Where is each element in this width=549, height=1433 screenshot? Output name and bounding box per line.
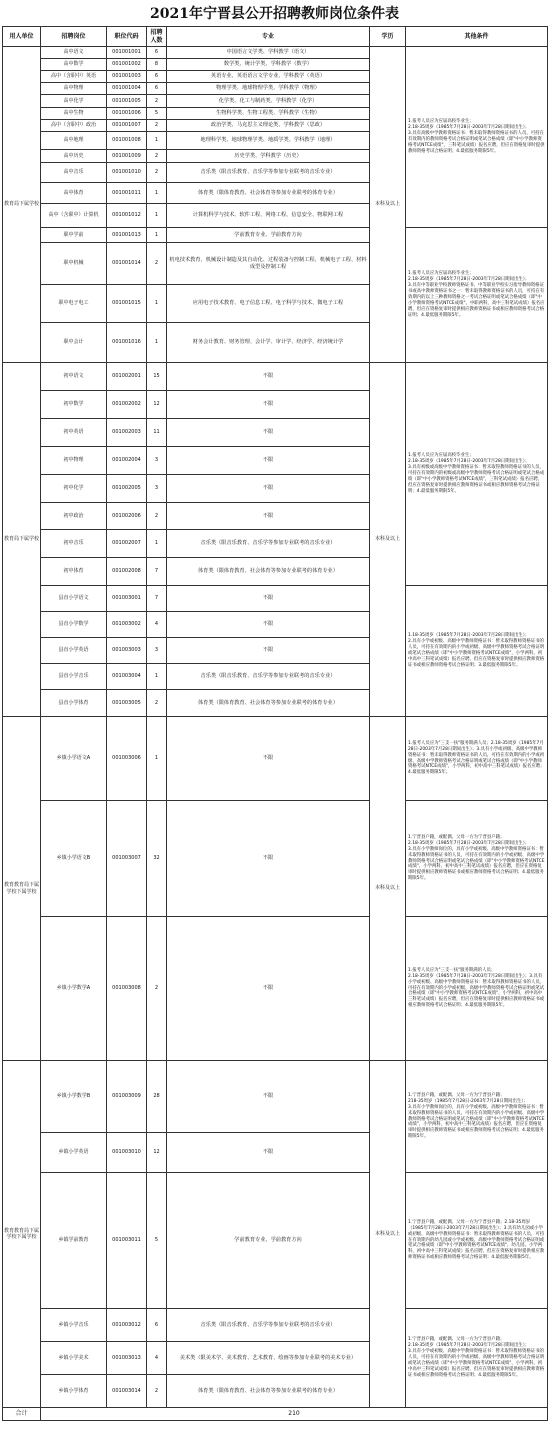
- unit-cell: 教育教育局下属学校下属学校: [3, 1061, 41, 1408]
- code-cell: 001002004: [107, 447, 147, 475]
- count-cell: 1: [147, 530, 167, 558]
- code-cell: 001003008: [107, 917, 147, 1061]
- post-cell: 初中化学: [41, 475, 107, 503]
- post-cell: 高中语文: [41, 47, 107, 59]
- post-cell: 高中音乐: [41, 163, 107, 183]
- table-row: [3, 228, 548, 243]
- major-cell: 学前教育专业、学前教育方向: [167, 1173, 370, 1309]
- code-cell: 001001009: [107, 150, 147, 163]
- count-cell: 2: [147, 690, 167, 717]
- count-cell: 7: [147, 586, 167, 612]
- post-cell: 初中数学: [41, 391, 107, 419]
- code-cell: 001001004: [107, 83, 147, 95]
- education-cell: 本科及以上: [370, 47, 406, 363]
- count-cell: 1: [147, 285, 167, 323]
- total-label: 合计: [3, 1408, 41, 1421]
- header-unit: 用人单位: [3, 27, 41, 47]
- header-conditions: 其他条件: [406, 27, 548, 47]
- count-cell: 2: [147, 163, 167, 183]
- table-row: [3, 1309, 548, 1342]
- post-cell: 县直小学语文: [41, 586, 107, 612]
- major-cell: 美术类（限美术学、美术教育、艺术教育、绘画等参加专业联考的美术专业）: [167, 1342, 370, 1375]
- code-cell: 001002007: [107, 530, 147, 558]
- unit-cell: 教育教育局下属学校下属学校: [3, 717, 41, 1061]
- code-cell: 001003007: [107, 801, 147, 917]
- count-cell: 4: [147, 612, 167, 638]
- major-cell: 不限: [167, 801, 370, 917]
- conditions-cell: 1.报考人员应为应届高校毕业生； 2.18-35周岁（1985年7月28日-2003年7月28日期间出生）； 3.具有高级中学教师资格证书：暂未取得教师资格证书的人员，可持在有效期内的教师资格考试合格证明或笔试合格成绩（即"中小学教师资格考试NTCE成绩"，三科笔试成绩）报名应聘，但应在资格复审时提供教师资格考试合格证明；4.最低服务期限5年。: [406, 47, 548, 228]
- count-cell: 2: [147, 503, 167, 530]
- major-cell: 不限: [167, 503, 370, 530]
- major-cell: 不限: [167, 419, 370, 447]
- major-cell: 体育类（限体育教育、社会体育等参加专业联考的体育专业）: [167, 1375, 370, 1408]
- code-cell: 001001013: [107, 228, 147, 243]
- code-cell: 001003004: [107, 664, 147, 690]
- header-row: [3, 27, 548, 47]
- post-cell: 职中学前: [41, 228, 107, 243]
- count-cell: 4: [147, 1342, 167, 1375]
- major-cell: 不限: [167, 717, 370, 801]
- post-cell: 初中英语: [41, 419, 107, 447]
- post-cell: 初中体育: [41, 558, 107, 586]
- count-cell: 3: [147, 447, 167, 475]
- page-title: 2021年宁晋县公开招聘教师岗位条件表: [150, 6, 399, 22]
- table-row: [3, 1061, 548, 1133]
- post-cell: 职中电子电工: [41, 285, 107, 323]
- conditions-cell: 1.18-35周岁（1985年7月28日-2003年7月28日期间出生）； 2.具有小学或初级、高级中学教师资格证书：暂未取得教师资格证书的人员，可持在有效期内的小学或初级、高级中学教师资格考试合格证明或笔试合格成绩（即"中小学教师资格考试NTCE成绩"，小学两科，初中高中三科笔试成绩）报名应聘，但应在资格复审时提供相应教师资格证书或相应教师资格考试合格证明；3.最低服务期限5年。: [406, 586, 548, 717]
- post-cell: 乡镇小学数学B: [41, 1061, 107, 1133]
- header-code: 职位代码: [107, 27, 147, 47]
- major-cell: 不限: [167, 391, 370, 419]
- major-cell: 不限: [167, 917, 370, 1061]
- major-cell: 生物科学类、生物工程类、学科教学（生物）: [167, 108, 370, 120]
- count-cell: 12: [147, 1133, 167, 1173]
- major-cell: 数学类、统计学类、学科教学（数学）: [167, 59, 370, 71]
- code-cell: 001001008: [107, 132, 147, 150]
- post-cell: 高中生物: [41, 108, 107, 120]
- major-cell: 不限: [167, 638, 370, 664]
- unit-cell: 教育局下属学校: [3, 363, 41, 717]
- post-cell: 乡镇学前教育: [41, 1173, 107, 1309]
- code-cell: 001003005: [107, 690, 147, 717]
- major-cell: 不限: [167, 1061, 370, 1133]
- count-cell: 7: [147, 558, 167, 586]
- post-cell: 高中物理: [41, 83, 107, 95]
- count-cell: 11: [147, 419, 167, 447]
- post-cell: 高中（含职中）政治: [41, 120, 107, 132]
- count-cell: 1: [147, 717, 167, 801]
- education-cell: 本科及以上: [370, 363, 406, 717]
- post-cell: 高中数学: [41, 59, 107, 71]
- major-cell: 不限: [167, 363, 370, 391]
- code-cell: 001001005: [107, 95, 147, 108]
- post-cell: 初中音乐: [41, 530, 107, 558]
- post-cell: 乡镇小学音乐: [41, 1309, 107, 1342]
- code-cell: 001003003: [107, 638, 147, 664]
- post-cell: 乡镇小学美术: [41, 1342, 107, 1375]
- major-cell: 体育类（限体育教育、社会体育等参加专业联考的体育专业）: [167, 183, 370, 204]
- table-row: [3, 917, 548, 1061]
- code-cell: 001002005: [107, 475, 147, 503]
- code-cell: 001001011: [107, 183, 147, 204]
- major-cell: 不限: [167, 612, 370, 638]
- code-cell: 001003012: [107, 1309, 147, 1342]
- count-cell: 1: [147, 323, 167, 363]
- post-cell: 县直小学英语: [41, 638, 107, 664]
- major-cell: 地理科学类、地球物理学类、地质学类、学科教学（地理）: [167, 132, 370, 150]
- table-row: [3, 1173, 548, 1309]
- conditions-cell: 1.宁晋县户籍，或配偶、父母一方为宁晋县户籍； 218-35周岁（1985年7月28日-2003年7月28日期间出生）； 3.具有小学教师岗位的，具有小学或初级、高级中学教师资格证书：暂未取得教师资格证书的人员，可持在有效期内的小学或初级、高级中学教师资格考试合格证明或笔试合格成绩（即"中小学教师资格考试NTCE成绩"，小学两科，初中高中三科笔试成绩）报名应聘，但应在资格复审时提供相应教师资格证书或相应教师资格考试合格证明；4.最低服务期限5年。: [406, 1061, 548, 1173]
- major-cell: 学前教育专业、学前教育方向: [167, 228, 370, 243]
- count-cell: 2: [147, 150, 167, 163]
- conditions-cell: 1.宁晋县户籍，或配偶、父母一方为宁晋县户籍； 2.18-35周岁（1985年7月28日-2003年7月28日期间出生）； 3.具有小学教师岗位的，具有小学或初级、高级中学教师资格证书：暂未取得教师资格证书的人员，可持在有效期内的小学或初级、高级中学教师资格考试合格证明或笔试合格成绩（即"中小学教师资格考试NTCE成绩"，小学两科，初中高中三科笔试成绩）报名应聘，但应在资格复审时提供相应教师资格证书或相应教师资格考试合格证明；4.最低服务期限5年。: [406, 801, 548, 917]
- major-cell: 中国语言文学类、学科教学（语文）: [167, 47, 370, 59]
- count-cell: 8: [147, 59, 167, 71]
- major-cell: 不限: [167, 447, 370, 475]
- count-cell: 3: [147, 475, 167, 503]
- count-cell: 1: [147, 183, 167, 204]
- post-cell: 职中会计: [41, 323, 107, 363]
- recruitment-table: [2, 26, 548, 1421]
- count-cell: 15: [147, 363, 167, 391]
- conditions-cell: 1.报考人员应为"三支一扶"服务期满人员；2.18-35周岁（1985年7月28日-2003年7月28日期间出生）；3.具有小学或初级、高级中学教师资格证书：暂未取得教师资格证书的人员，可持在有效期内的小学或初级、高级中学教师资格考试合格证明或笔试合格成绩（即"中小学教师资格考试NTCE成绩"，小学两科，初中高中三科笔试成绩）报名应聘；4.最低服务期限5年。: [406, 717, 548, 801]
- post-cell: 乡镇小学体育: [41, 1375, 107, 1408]
- post-cell: 乡镇小学语文B: [41, 801, 107, 917]
- education-cell: 本科及以上: [370, 717, 406, 1061]
- count-cell: 2: [147, 120, 167, 132]
- count-cell: 1: [147, 228, 167, 243]
- code-cell: 001003009: [107, 1061, 147, 1133]
- count-cell: 5: [147, 108, 167, 120]
- table-row: [3, 363, 548, 391]
- education-cell: 本科及以上: [370, 1061, 406, 1408]
- major-cell: 历史学类、学科教学（历史）: [167, 150, 370, 163]
- post-cell: 县直小学数学: [41, 612, 107, 638]
- major-cell: 化学类、化工与制药类、学科教学（化学）: [167, 95, 370, 108]
- post-cell: 乡镇小学数学A: [41, 917, 107, 1061]
- count-cell: 1: [147, 204, 167, 228]
- count-cell: 2: [147, 243, 167, 285]
- code-cell: 001003013: [107, 1342, 147, 1375]
- code-cell: 001001003: [107, 71, 147, 83]
- code-cell: 001003001: [107, 586, 147, 612]
- count-cell: 12: [147, 391, 167, 419]
- count-cell: 1: [147, 664, 167, 690]
- code-cell: 001002001: [107, 363, 147, 391]
- major-cell: 应用电子技术教育、电子信息工程、电子科学与技术、微电子工程: [167, 285, 370, 323]
- major-cell: 物理学类、地球物理学类、学科教学（物理）: [167, 83, 370, 95]
- table-row: [3, 586, 548, 612]
- count-cell: 1: [147, 132, 167, 150]
- code-cell: 001002008: [107, 558, 147, 586]
- count-cell: 6: [147, 1309, 167, 1342]
- count-cell: 6: [147, 47, 167, 59]
- post-cell: 初中物理: [41, 447, 107, 475]
- code-cell: 001003014: [107, 1375, 147, 1408]
- post-cell: 高中（含职中）计算机: [41, 204, 107, 228]
- count-cell: 2: [147, 917, 167, 1061]
- code-cell: 001003010: [107, 1133, 147, 1173]
- total-value: 210: [41, 1408, 548, 1421]
- major-cell: 财务会计教育、财务管理、会计学、审计学、经济学、经济统计学: [167, 323, 370, 363]
- header-education: 学历: [370, 27, 406, 47]
- code-cell: 001002003: [107, 419, 147, 447]
- post-cell: 乡镇小学英语: [41, 1133, 107, 1173]
- header-count: 招聘人数: [147, 27, 167, 47]
- code-cell: 001001006: [107, 108, 147, 120]
- conditions-cell: 1.报考人员应为"三支一扶"服务期满的人员； 2.18-35周岁（1985年7月28日-2003年7月28日期间出生）；3.具有小学或初级、高级中学教师资格证书：暂未取得教师资格证书的人员，可持在有效期内的小学或初级、高级中学教师资格考试合格证明或笔试合格成绩（即"中小学教师资格考试NTCE成绩"，小学两科，初中高中三科笔试成绩）报名应聘，但应在资格复审时提供相应教师资格证书或相应教师资格考试合格证明；4.最低服务期限5年。: [406, 917, 548, 1061]
- major-cell: 机电技术教育、机械设计制造及其自动化、过程装备与控制工程、机械电子工程、材料成型及控制工程: [167, 243, 370, 285]
- major-cell: 不限: [167, 475, 370, 503]
- conditions-cell: 1.报考人员应为应届高校毕业生； 2.18-35周岁（1985年7月28日-2003年7月28日期间出生）； 3.具有中等职业学校教师资格证书、中等职业学校实习指导教师资格证书或高中教师资格证书之一：暂未取得教师资格证书的人员，可持在有效期内的以上三种教师资格之一考试合格证明或笔试合格成绩（即"中小学教师资格考试NTCE成绩"，中职两科，高中三科笔试成绩）报名应聘，但应在资格复审时提供相应教师资格证书或相应教师资格考试合格证明；4.最低服务期限5年。: [406, 228, 548, 363]
- post-cell: 高中（含职中）英语: [41, 71, 107, 83]
- major-cell: 音乐类（限音乐教育、音乐学等参加专业联考的音乐专业）: [167, 163, 370, 183]
- code-cell: 001001012: [107, 204, 147, 228]
- code-cell: 001001002: [107, 59, 147, 71]
- count-cell: 2: [147, 1375, 167, 1408]
- post-cell: 高中化学: [41, 95, 107, 108]
- code-cell: 001001016: [107, 323, 147, 363]
- code-cell: 001002002: [107, 391, 147, 419]
- major-cell: 体育类（限体育教育、社会体育等参加专业联考的体育专业）: [167, 558, 370, 586]
- major-cell: 英语专业、英语语言文学专业、学科教学（英语）: [167, 71, 370, 83]
- major-cell: 音乐类（限音乐教育、音乐学等参加专业联考的音乐专业）: [167, 664, 370, 690]
- count-cell: 6: [147, 71, 167, 83]
- post-cell: 乡镇小学语文A: [41, 717, 107, 801]
- conditions-cell: 1.宁晋县户籍，或配偶、父母一方为宁晋县户籍；2.18-35周岁（1985年7月28日-2003年7月28日期间出生）；3.具有幼儿园或小学或初级、高级中学教师资格证书：暂未取得教师资格证书的人员，可持在有效期内的幼儿园或小学或初级、高级中学教师资格考试合格证明或笔试合格成绩（即"中小学教师资格考试NTCE成绩"，幼儿园、小学两科，初中高中三科笔试成绩）报名应聘，但应在资格复审时提供相应教师资格证书或相应教师资格考试合格证明；4.最低服务期限5年。: [406, 1173, 548, 1309]
- count-cell: 2: [147, 95, 167, 108]
- post-cell: 高中体育: [41, 183, 107, 204]
- conditions-cell: 1.报考人员应为应届高校毕业生； 2.18-35周岁（1985年7月28日-2003年7月28日期间出生）； 3.具有初级或高级中学教师资格证书：暂未取得教师资格证书的人员，可持在有效期内的初级或高级中学教师资格考试合格证明或笔试合格成绩（即"中小学教师资格考试NTCE成绩"，三科笔试成绩）报名应聘，但应在资格复审时提供相应教师资格证书或相应教师资格考试合格证明；4.最低服务期限5年。: [406, 363, 548, 586]
- table-row: [3, 717, 548, 801]
- post-cell: 县直小学体育: [41, 690, 107, 717]
- code-cell: 001001007: [107, 120, 147, 132]
- major-cell: 不限: [167, 1133, 370, 1173]
- header-post: 招聘岗位: [41, 27, 107, 47]
- count-cell: 28: [147, 1061, 167, 1133]
- unit-cell: 教育局下属学校: [3, 47, 41, 363]
- table-row: [3, 47, 548, 59]
- post-cell: 县直小学音乐: [41, 664, 107, 690]
- post-cell: 初中政治: [41, 503, 107, 530]
- major-cell: 政治学类、马克思主义理论类、学科教学（思政）: [167, 120, 370, 132]
- post-cell: 高中历史: [41, 150, 107, 163]
- major-cell: 不限: [167, 586, 370, 612]
- count-cell: 32: [147, 801, 167, 917]
- post-cell: 职中机械: [41, 243, 107, 285]
- code-cell: 001003002: [107, 612, 147, 638]
- count-cell: 6: [147, 83, 167, 95]
- code-cell: 001001015: [107, 285, 147, 323]
- post-cell: 高中地理: [41, 132, 107, 150]
- code-cell: 001003006: [107, 717, 147, 801]
- major-cell: 音乐类（限音乐教育、音乐学等参加专业联考的音乐专业）: [167, 1309, 370, 1342]
- count-cell: 3: [147, 638, 167, 664]
- conditions-cell: 1.宁晋县户籍，或配偶、父母一方为宁晋县户籍； 2.18-35周岁（1985年7月28日-2003年7月28日期间出生）； 3.具有小学或初级、高级中学教师资格证书：暂未取得教师资格证书的人员，可持在有效期内的小学或初级、高级中学教师资格考试合格证明或笔试合格成绩（即"中小学教师资格考试NTCE成绩"，小学两科，初中高中三科笔试成绩）报名应聘，但应在资格复审时提供相应教师资格证书或相应教师资格考试合格证明；4.最低服务期限5年。: [406, 1309, 548, 1408]
- code-cell: 001001014: [107, 243, 147, 285]
- major-cell: 计算机科学与技术、软件工程、网络工程、信息安全、物联网工程: [167, 204, 370, 228]
- major-cell: 音乐类（限音乐教育、音乐学等参加专业联考的音乐专业）: [167, 530, 370, 558]
- code-cell: 001001010: [107, 163, 147, 183]
- total-row: [3, 1408, 548, 1421]
- code-cell: 001003011: [107, 1173, 147, 1309]
- major-cell: 体育类（限体育教育、社会体育等参加专业联考的体育专业）: [167, 690, 370, 717]
- table-row: [3, 801, 548, 917]
- post-cell: 初中语文: [41, 363, 107, 391]
- header-major: 专业: [167, 27, 370, 47]
- count-cell: 5: [147, 1173, 167, 1309]
- code-cell: 001001001: [107, 47, 147, 59]
- code-cell: 001002006: [107, 503, 147, 530]
